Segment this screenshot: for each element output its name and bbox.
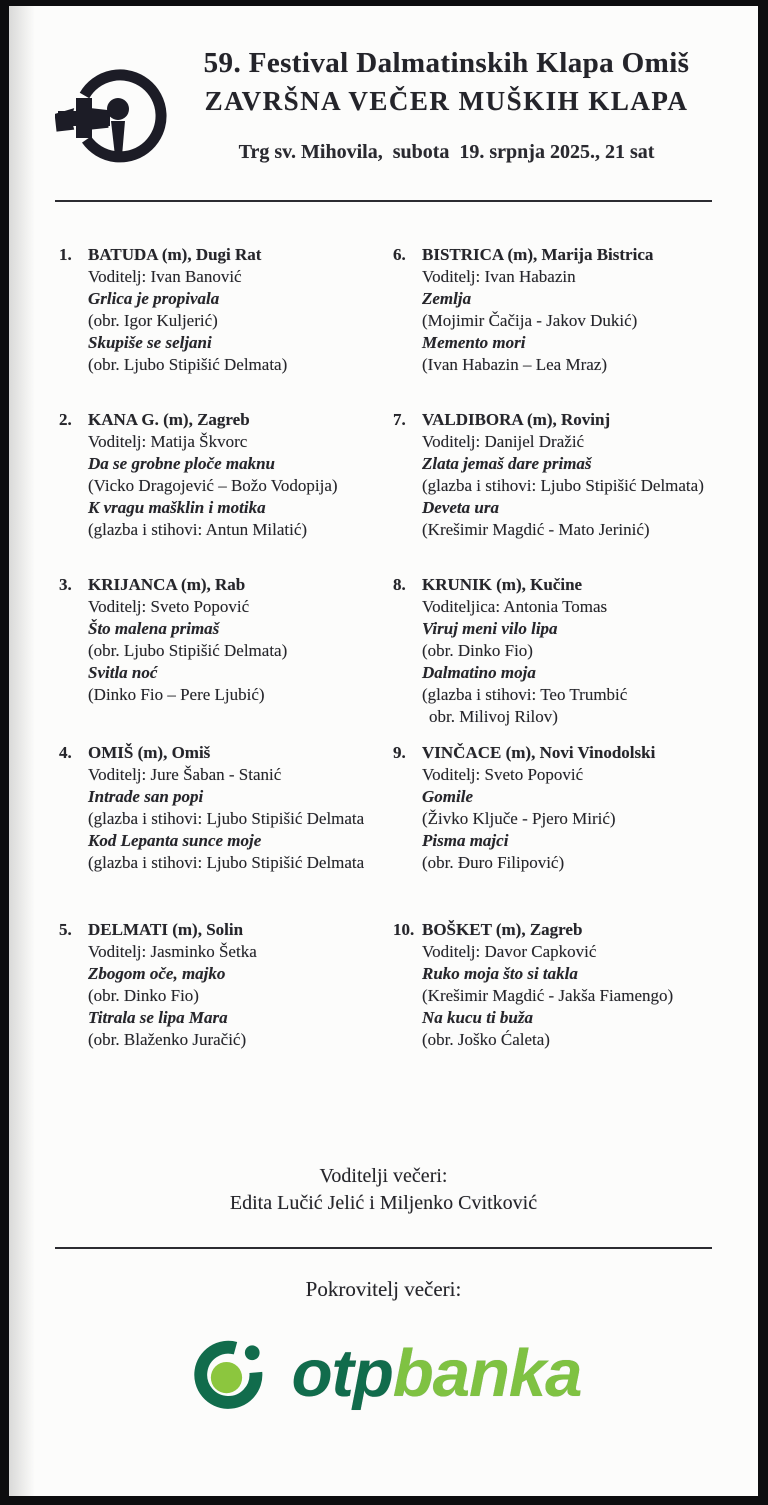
klapa-name: VINČACE (m), Novi Vinodolski: [422, 743, 656, 762]
klapa-name: KRUNIK (m), Kučine: [422, 575, 583, 594]
song-credit: (obr. Đuro Filipović): [422, 853, 565, 872]
program-item: [393, 574, 750, 742]
klapa-leader: Voditelj: Sveto Popović: [88, 597, 250, 616]
page-subtitle: ZAVRŠNA VEČER MUŠKIH KLAPA: [204, 86, 689, 116]
program-item: [393, 409, 750, 574]
program-item-number: 5.: [59, 920, 72, 939]
program-item-number: 6.: [393, 245, 406, 264]
program-item-number: 8.: [393, 575, 406, 594]
klapa-name: BISTRICA (m), Marija Bistrica: [422, 245, 654, 264]
song-credit: (glazba i stihovi: Ljubo Stipišić Delmata): [422, 476, 704, 495]
song-credit: (Živko Ključe - Pjero Mirić): [422, 809, 616, 828]
program-item-body: [88, 742, 393, 874]
klapa-leader: Voditelj: Matija Škvorc: [88, 432, 248, 451]
song-title: Skupiše se seljani: [88, 333, 212, 352]
song-credit: (glazba i stihovi: Ljubo Stipišić Delmata: [88, 809, 365, 828]
footer-divider: [55, 1247, 712, 1249]
song-credit: (Krešimir Magdić - Mato Jerinić): [422, 520, 650, 539]
song-title: Gomile: [422, 787, 473, 806]
song-title: Grlica je propivala: [88, 289, 220, 308]
program-item: [393, 742, 750, 919]
song-credit: (glazba i stihovi: Teo Trumbić: [422, 685, 628, 704]
program-item-number: 2.: [59, 410, 72, 429]
song-title: Zlata jemaš dare primaš: [422, 454, 592, 473]
program-item-body: [422, 742, 750, 874]
song-title: Na kucu ti buža: [422, 1008, 533, 1027]
program-item-body: [422, 409, 750, 541]
klapa-leader: Voditelj: Danijel Dražić: [422, 432, 585, 451]
klapa-name: KANA G. (m), Zagreb: [88, 410, 250, 429]
otp-text: otp: [291, 1335, 393, 1411]
program-item: [59, 919, 393, 1051]
page-title: 59. Festival Dalmatinskih Klapa Omiš: [203, 47, 690, 79]
song-title: Titrala se lipa Mara: [88, 1008, 228, 1027]
song-credit: (obr. Igor Kuljerić): [88, 311, 218, 330]
song-title: Zbogom oče, majko: [88, 964, 226, 983]
program-item: [59, 742, 393, 919]
program-item-body: [88, 244, 393, 376]
song-title: Ruko moja što si takla: [422, 964, 578, 983]
song-title: K vragu mašklin i motika: [88, 498, 266, 517]
program-item-number: 10.: [393, 920, 415, 939]
program-item-number: 9.: [393, 743, 406, 762]
song-credit: (Vicko Dragojević – Božo Vodopija): [88, 476, 338, 495]
klapa-leader: Voditelj: Ivan Banović: [88, 267, 242, 286]
song-title: Što malena primaš: [88, 619, 220, 638]
program-item-body: [88, 919, 393, 1051]
song-title: Zemlja: [422, 289, 472, 308]
program-item-body: [422, 574, 750, 728]
program-item-body: [88, 409, 393, 541]
klapa-name: DELMATI (m), Solin: [88, 920, 244, 939]
klapa-leader: Voditelj: Jasminko Šetka: [88, 942, 257, 961]
song-title: Memento mori: [422, 333, 526, 352]
song-credit: obr. Milivoj Rilov): [429, 707, 558, 726]
hosts-names: Edita Lučić Jelić i Miljenko Cvitković: [229, 1192, 538, 1214]
header-divider: [55, 200, 712, 202]
song-title: Pisma majci: [422, 831, 509, 850]
song-credit: (glazba i stihovi: Antun Milatić): [88, 520, 308, 539]
song-title: Da se grobne ploče maknu: [88, 454, 275, 473]
otp-wordmark: [291, 1335, 582, 1411]
program-item-number: 1.: [59, 245, 72, 264]
hosts-label: Voditelji večeri:: [319, 1165, 448, 1187]
program-item: [59, 574, 393, 742]
song-title: Dalmatino moja: [422, 663, 536, 682]
song-credit: (Krešimir Magdić - Jakša Fiamengo): [422, 986, 674, 1005]
header: [9, 6, 758, 166]
program-item-body: [422, 244, 750, 376]
otp-banka-logo: [9, 1323, 758, 1423]
klapa-leader: Voditelj: Sveto Popović: [422, 765, 584, 784]
klapa-name: VALDIBORA (m), Rovinj: [422, 410, 611, 429]
klapa-leader: Voditelj: Jure Šaban - Stanić: [88, 765, 282, 784]
song-credit: (Dinko Fio – Pere Ljubić): [88, 685, 265, 704]
program-item: [393, 244, 750, 409]
song-title: Kod Lepanta sunce moje: [88, 831, 262, 850]
program-list: [9, 244, 758, 1051]
klapa-name: KRIJANCA (m), Rab: [88, 575, 246, 594]
klapa-name: OMIŠ (m), Omiš: [88, 743, 211, 762]
song-title: Intrade san popi: [88, 787, 204, 806]
banka-text: banka: [392, 1335, 582, 1411]
song-credit: (obr. Dinko Fio): [422, 641, 533, 660]
klapa-leader: Voditelj: Davor Capković: [422, 942, 597, 961]
song-title: Deveta ura: [422, 498, 499, 517]
klapa-leader: Voditeljica: Antonia Tomas: [422, 597, 608, 616]
program-item-body: [422, 919, 750, 1051]
song-credit: (obr. Blaženko Juračić): [88, 1030, 247, 1049]
song-credit: (obr. Dinko Fio): [88, 986, 199, 1005]
song-title: Viruj meni vilo lipa: [422, 619, 558, 638]
program-item-number: 7.: [393, 410, 406, 429]
festival-mic-cross-logo-icon: [55, 62, 173, 174]
sponsor-label: Pokrovitelj večeri:: [305, 1277, 462, 1301]
klapa-name: BOŠKET (m), Zagreb: [422, 920, 583, 939]
klapa-leader: Voditelj: Ivan Habazin: [422, 267, 576, 286]
program-item-body: [88, 574, 393, 706]
hosts-block: [9, 1163, 758, 1217]
song-credit: (glazba i stihovi: Ljubo Stipišić Delmata: [88, 853, 365, 872]
song-credit: (Mojimir Čačija - Jakov Dukić): [422, 311, 638, 330]
otp-emblem-icon: [186, 1325, 278, 1421]
program-item: [393, 919, 750, 1051]
program-item: [59, 409, 393, 574]
song-credit: (obr. Joško Ćaleta): [422, 1030, 550, 1049]
song-credit: (Ivan Habazin – Lea Mraz): [422, 355, 608, 374]
klapa-name: BATUDA (m), Dugi Rat: [88, 245, 262, 264]
program-item: [59, 244, 393, 409]
program-page: [9, 6, 758, 1496]
song-credit: (obr. Ljubo Stipišić Delmata): [88, 641, 288, 660]
song-title: Svitla noć: [88, 663, 158, 682]
program-item-number: 4.: [59, 743, 72, 762]
venue-date-line: Trg sv. Mihovila, subota 19. srpnja 2025., 21 sat: [238, 141, 655, 163]
program-item-number: 3.: [59, 575, 72, 594]
song-credit: (obr. Ljubo Stipišić Delmata): [88, 355, 288, 374]
